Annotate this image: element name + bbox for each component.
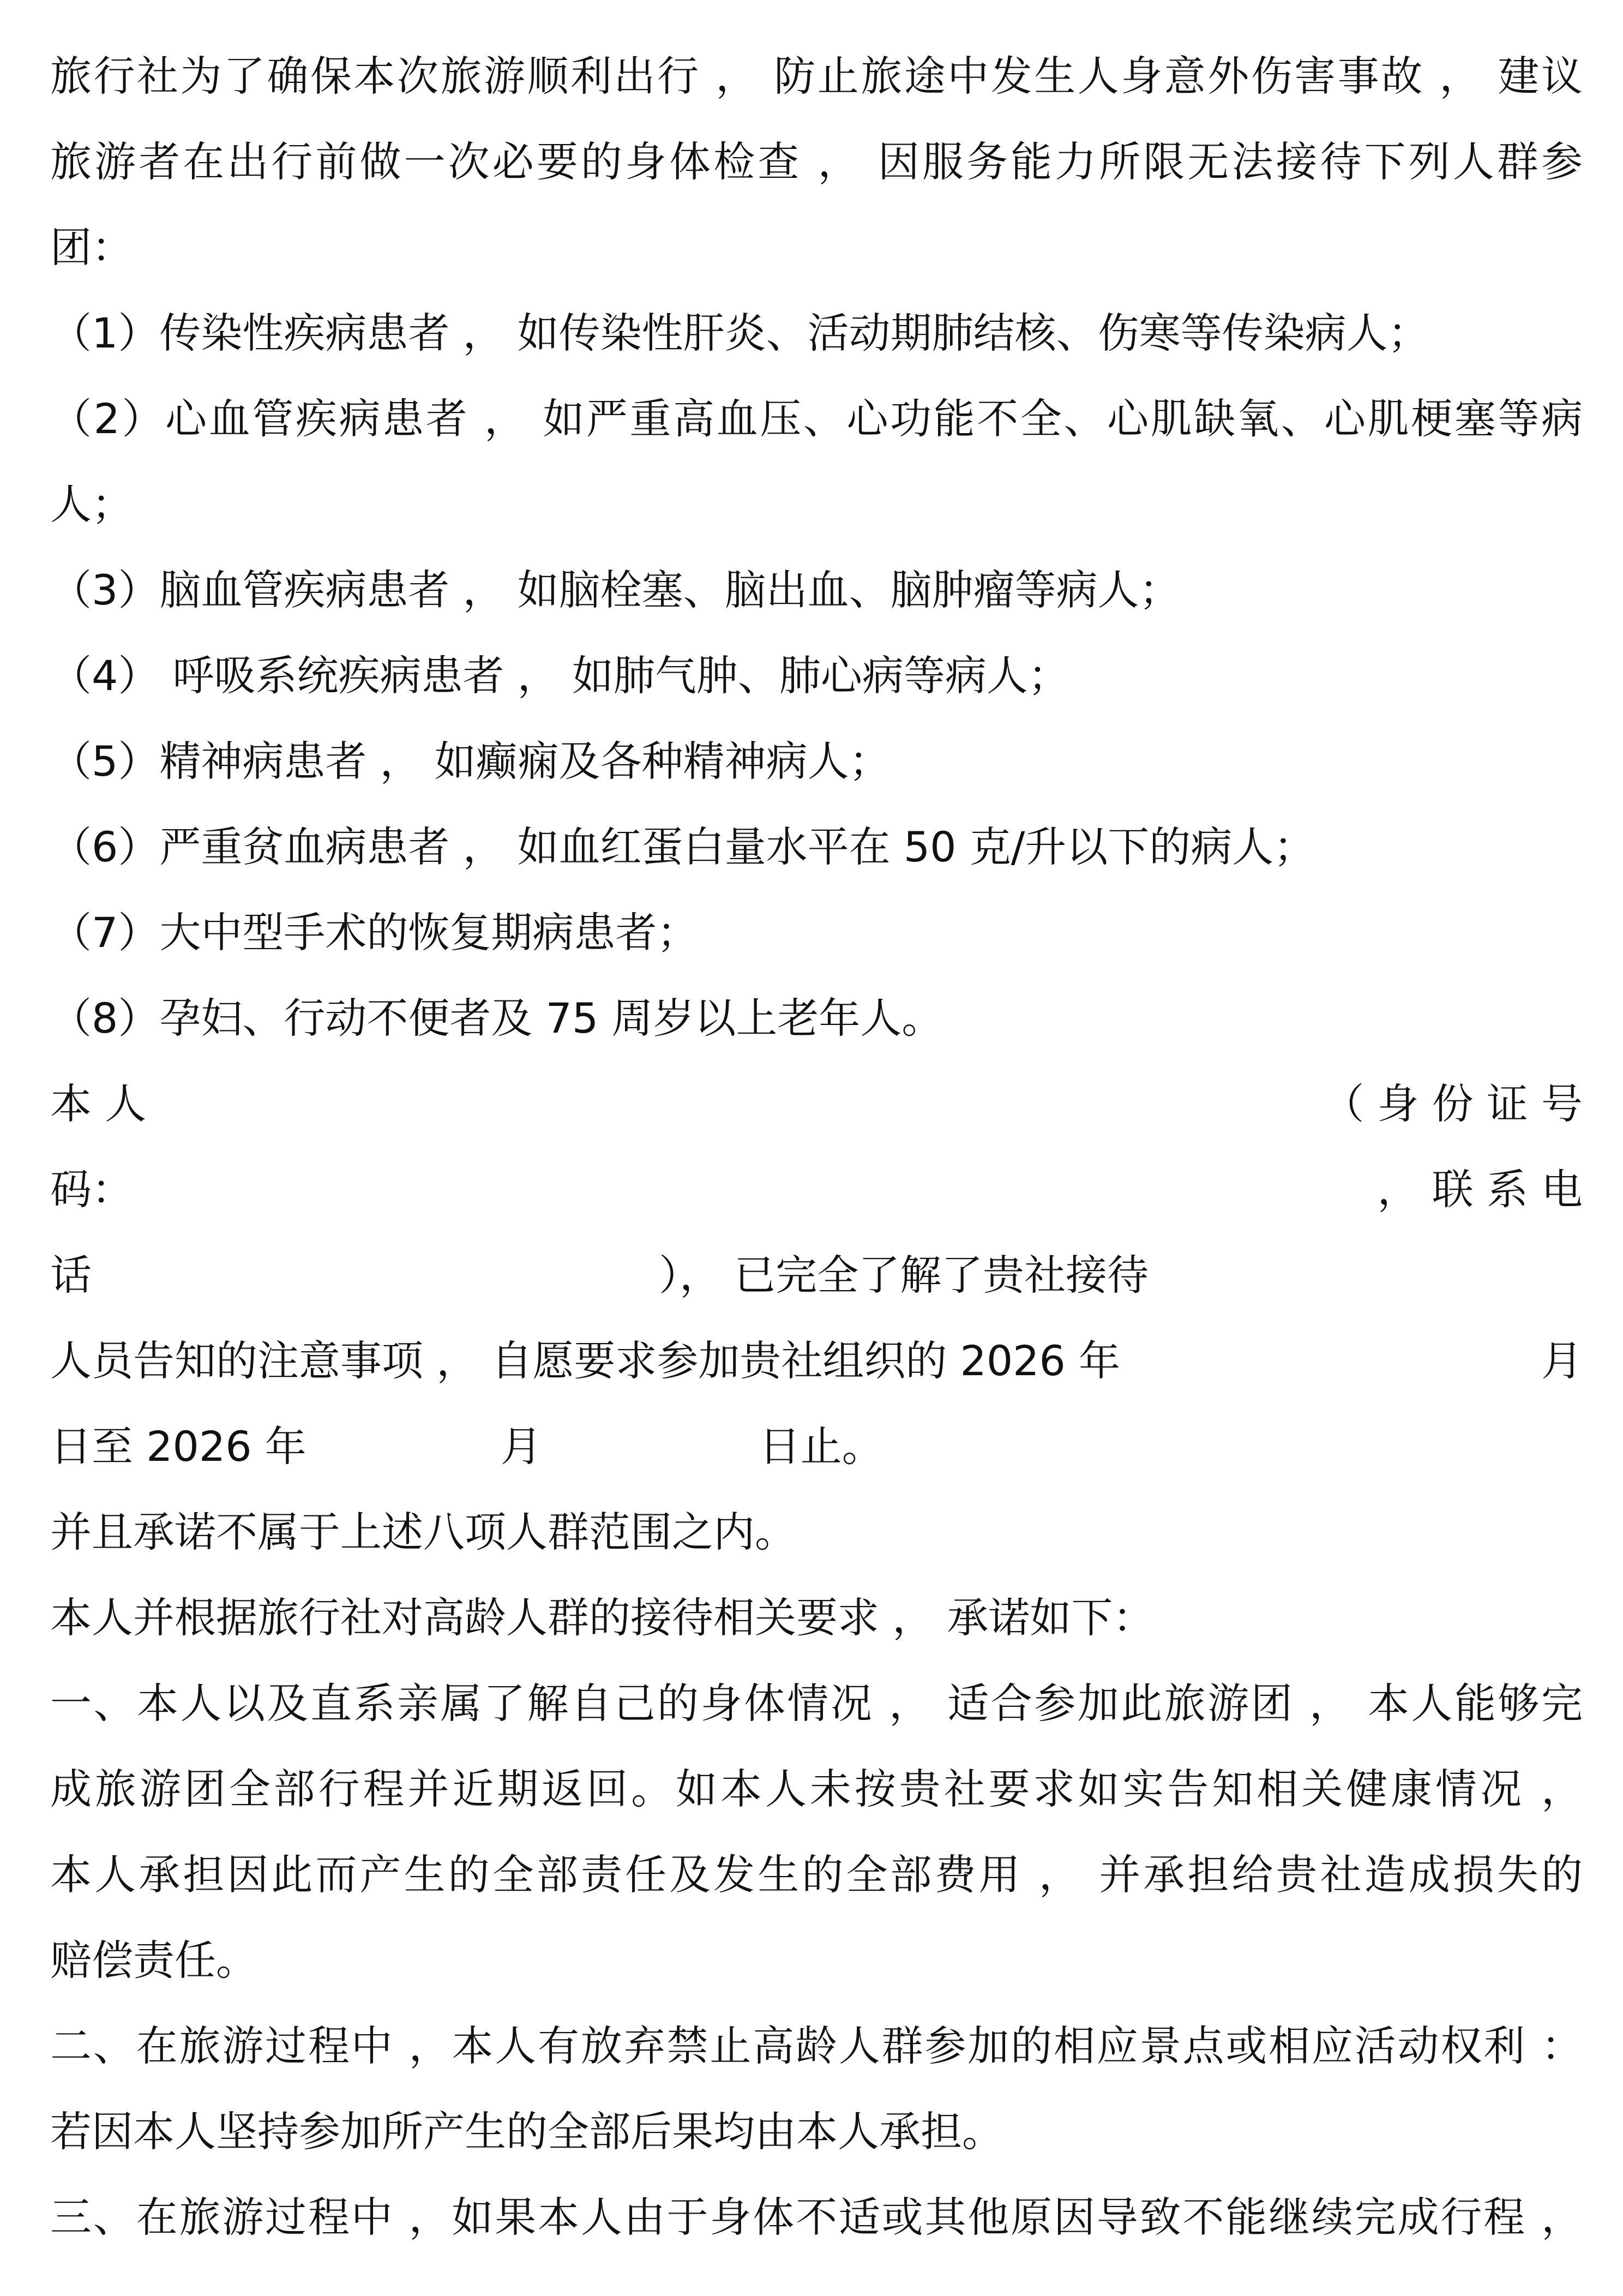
declaration-tour-start: 人员告知的注意事项 ， 自愿要求参加贵社组织的 2026 年 — [50, 1336, 1121, 1385]
declaration-line-3 — [50, 1237, 1149, 1314]
declaration-line-7: 本人并根据旅行社对高龄人群的接待相关要求 ， 承诺如下： — [50, 1593, 1155, 1642]
declaration-ack: ）， 已完全了解了贵社接待 — [659, 1251, 1149, 1299]
declaration-phone-cont: 话 — [50, 1251, 92, 1299]
list-item: （8）孕妇、行动不便者及 75 周岁以上老年人。 — [50, 994, 943, 1042]
list-item: （7）大中型手术的恢复期病患者； — [50, 908, 699, 957]
declaration-name-label: 本 人 — [50, 1080, 147, 1128]
declaration-id-label: （ 身 份 证 号 — [1323, 1080, 1583, 1128]
promise-2-line-2: 若因本人坚持参加所产生的全部后果均由本人承担。 — [50, 2107, 1003, 2156]
list-item: （5）精神病患者 ， 如癫痫及各种精神病人； — [50, 737, 891, 786]
declaration-id-cont: 码： — [50, 1165, 133, 1214]
declaration-line-2 — [50, 1152, 1583, 1228]
promise-1-line-3: 本人承担因此而产生的全部责任及发生的全部费用 ， 并承担给贵社造成损失的 — [50, 1850, 1583, 1899]
declaration-month-2: 月 — [500, 1422, 542, 1471]
declaration-tour-end: 日至 2026 年 — [50, 1422, 306, 1471]
list-item: （2）心血管疾病患者 ， 如严重高血压、心功能不全、心肌缺氧、心肌梗塞等病 — [50, 394, 1583, 443]
list-item: （1）传染性疾病患者 ， 如传染性肝炎、活动期肺结核、伤寒等传染病人； — [50, 309, 1429, 357]
list-item: （3）脑血管疾病患者 ， 如脑栓塞、脑出血、脑肿瘤等病人； — [50, 566, 1181, 614]
list-item: （6）严重贫血病患者 ， 如血红蛋白量水平在 50 克/升以下的病人； — [50, 823, 1315, 871]
declaration-line-6: 并且承诺不属于上述八项人群范围之内。 — [50, 1508, 796, 1556]
promise-1-line-1: 一、本人以及直系亲属了解自己的身体情况 ， 适合参加此旅游团 ， 本人能够完 — [50, 1679, 1583, 1728]
declaration-day-end: 日止。 — [759, 1422, 883, 1471]
declaration-line-4 — [50, 1323, 1583, 1399]
intro-line-3: 团： — [50, 223, 133, 272]
list-item: （4） 呼吸系统疾病患者 ， 如肺气肿、肺心病等病人； — [50, 651, 1069, 700]
promise-1-line-2: 成旅游团全部行程并近期返回。如本人未按贵社要求如实告知相关健康情况 ， — [50, 1765, 1583, 1813]
declaration-line-5 — [50, 1408, 883, 1485]
list-item: 人； — [50, 480, 133, 529]
promise-3-line-1: 三、在旅游过程中 ，如果本人由于身体不适或其他原因导致不能继续完成行程 ， — [50, 2193, 1583, 2241]
promise-2-line-1: 二、在旅游过程中 ，本人有放弃禁止高龄人群参加的相应景点或相应活动权利 ： — [50, 2022, 1583, 2070]
intro-line-2: 旅游者在出行前做一次必要的身体检查 ， 因服务能力所限无法接待下列人群参 — [50, 137, 1583, 186]
promise-1-line-4: 赔偿责任。 — [50, 1936, 257, 1985]
declaration-phone-label: ， 联 系 电 — [1377, 1165, 1583, 1214]
declaration-month-1: 月 — [1541, 1336, 1583, 1385]
declaration-line-1 — [50, 1066, 1583, 1142]
intro-line-1: 旅行社为了确保本次旅游顺利出行 ， 防止旅途中发生人身意外伤害事故 ， 建议 — [50, 52, 1583, 100]
